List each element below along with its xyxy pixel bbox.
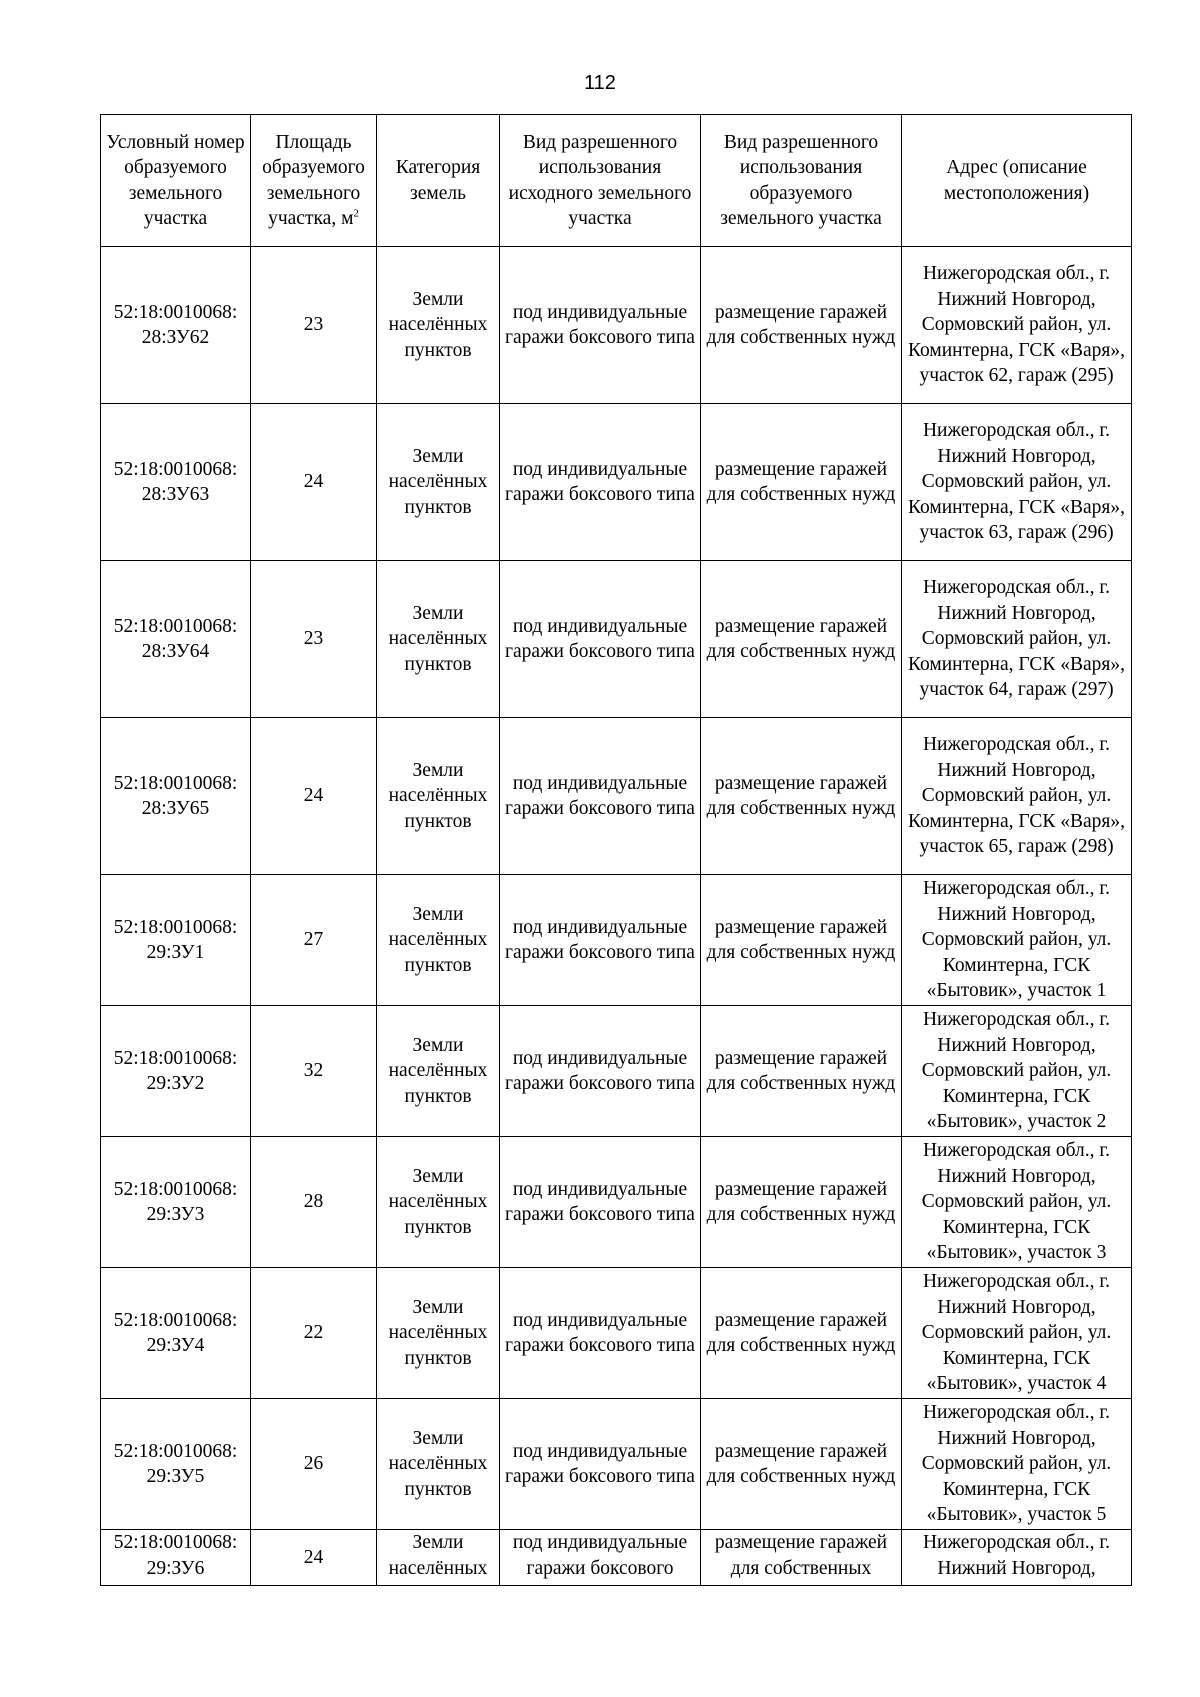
cell-plot-number: 52:18:0010068: 28:ЗУ64	[101, 561, 251, 718]
cell-use-source: под индивидуальные гаражи боксового типа	[500, 247, 701, 404]
cell-area: 24	[251, 718, 377, 875]
cell-area: 28	[251, 1137, 377, 1268]
cell-plot-number: 52:18:0010068: 29:ЗУ6	[101, 1530, 251, 1586]
cell-use-source: под индивидуальные гаражи боксового типа	[500, 561, 701, 718]
header-area	[251, 115, 377, 247]
cell-use-new: размещение гаражей для собственных нужд	[701, 247, 902, 404]
header-address: Адрес (описание местоположения)	[902, 115, 1132, 247]
cell-area: 23	[251, 247, 377, 404]
cell-category: Земли населённых пунктов	[377, 1137, 500, 1268]
cell-plot-number: 52:18:0010068: 29:ЗУ3	[101, 1137, 251, 1268]
cell-area: 23	[251, 561, 377, 718]
cell-address: Нижегородская обл., г. Нижний Новгород, Сормовский район, ул. Коминтерна, ГСК «Бытовик», участок 5	[902, 1399, 1132, 1530]
cell-area: 24	[251, 404, 377, 561]
cell-use-source: под индивидуальные гаражи боксового типа	[500, 718, 701, 875]
cell-use-new: размещение гаражей для собственных нужд	[701, 1399, 902, 1530]
table-row	[101, 1006, 1132, 1137]
cell-address: Нижегородская обл., г. Нижний Новгород, Сормовский район, ул. Коминтерна, ГСК «Бытовик», участок 4	[902, 1268, 1132, 1399]
cell-use-new: размещение гаражей для собственных нужд	[701, 1006, 902, 1137]
cell-area: 32	[251, 1006, 377, 1137]
cell-address: Нижегородская обл., г. Нижний Новгород, Сормовский район, ул. Коминтерна, ГСК «Бытовик», участок 3	[902, 1137, 1132, 1268]
cell-address: Нижегородская обл., г. Нижний Новгород,	[902, 1530, 1132, 1586]
cell-address: Нижегородская обл., г. Нижний Новгород, Сормовский район, ул. Коминтерна, ГСК «Варя», участок 62, гараж (295)	[902, 247, 1132, 404]
cell-area: 27	[251, 875, 377, 1006]
cell-plot-number: 52:18:0010068: 29:ЗУ2	[101, 1006, 251, 1137]
table-row	[101, 561, 1132, 718]
cell-area: 26	[251, 1399, 377, 1530]
table-row	[101, 404, 1132, 561]
land-plots-table	[100, 114, 1132, 1586]
cell-plot-number: 52:18:0010068: 29:ЗУ1	[101, 875, 251, 1006]
cell-address: Нижегородская обл., г. Нижний Новгород, Сормовский район, ул. Коминтерна, ГСК «Бытовик», участок 2	[902, 1006, 1132, 1137]
table-row	[101, 1399, 1132, 1530]
table-row	[101, 1530, 1132, 1586]
table-body	[101, 247, 1132, 1586]
cell-use-new: размещение гаражей для собственных нужд	[701, 718, 902, 875]
page-number: 112	[584, 72, 616, 94]
header-category: Категория земель	[377, 115, 500, 247]
cell-category: Земли населённых пунктов	[377, 1268, 500, 1399]
cell-use-new: размещение гаражей для собственных	[701, 1530, 902, 1586]
cell-use-source: под индивидуальные гаражи боксового типа	[500, 1006, 701, 1137]
cell-use-source: под индивидуальные гаражи боксового типа	[500, 404, 701, 561]
table-row	[101, 718, 1132, 875]
cell-plot-number: 52:18:0010068: 28:ЗУ62	[101, 247, 251, 404]
cell-plot-number: 52:18:0010068: 28:ЗУ65	[101, 718, 251, 875]
header-use-source: Вид разрешенного использования исходного земельного участка	[500, 115, 701, 247]
table-header	[101, 115, 1132, 247]
header-plot-number: Условный номер образуемого земельного участка	[101, 115, 251, 247]
cell-use-source: под индивидуальные гаражи боксового	[500, 1530, 701, 1586]
cell-plot-number: 52:18:0010068: 29:ЗУ4	[101, 1268, 251, 1399]
cell-use-new: размещение гаражей для собственных нужд	[701, 561, 902, 718]
cell-category: Земли населённых пунктов	[377, 718, 500, 875]
table-row	[101, 875, 1132, 1006]
cell-address: Нижегородская обл., г. Нижний Новгород, Сормовский район, ул. Коминтерна, ГСК «Варя», участок 63, гараж (296)	[902, 404, 1132, 561]
cell-use-source: под индивидуальные гаражи боксового типа	[500, 1268, 701, 1399]
cell-plot-number: 52:18:0010068: 29:ЗУ5	[101, 1399, 251, 1530]
cell-use-source: под индивидуальные гаражи боксового типа	[500, 875, 701, 1006]
header-area-text: Площадь образуемого земельного участка, м	[262, 131, 365, 229]
cell-use-source: под индивидуальные гаражи боксового типа	[500, 1399, 701, 1530]
cell-address: Нижегородская обл., г. Нижний Новгород, Сормовский район, ул. Коминтерна, ГСК «Бытовик», участок 1	[902, 875, 1132, 1006]
cell-address: Нижегородская обл., г. Нижний Новгород, Сормовский район, ул. Коминтерна, ГСК «Варя», участок 64, гараж (297)	[902, 561, 1132, 718]
header-row	[101, 115, 1132, 247]
table-row	[101, 247, 1132, 404]
cell-use-new: размещение гаражей для собственных нужд	[701, 404, 902, 561]
header-area-sup: 2	[353, 207, 359, 220]
cell-category: Земли населённых пунктов	[377, 1006, 500, 1137]
cell-category: Земли населённых	[377, 1530, 500, 1586]
header-use-new: Вид разрешенного использования образуемого земельного участка	[701, 115, 902, 247]
cell-category: Земли населённых пунктов	[377, 875, 500, 1006]
cell-use-new: размещение гаражей для собственных нужд	[701, 1268, 902, 1399]
cell-use-source: под индивидуальные гаражи боксового типа	[500, 1137, 701, 1268]
cell-category: Земли населённых пунктов	[377, 1399, 500, 1530]
cell-use-new: размещение гаражей для собственных нужд	[701, 1137, 902, 1268]
cell-area: 22	[251, 1268, 377, 1399]
cell-area: 24	[251, 1530, 377, 1586]
cell-plot-number: 52:18:0010068: 28:ЗУ63	[101, 404, 251, 561]
cell-category: Земли населённых пунктов	[377, 404, 500, 561]
cell-category: Земли населённых пунктов	[377, 561, 500, 718]
cell-use-new: размещение гаражей для собственных нужд	[701, 875, 902, 1006]
cell-address: Нижегородская обл., г. Нижний Новгород, Сормовский район, ул. Коминтерна, ГСК «Варя», участок 65, гараж (298)	[902, 718, 1132, 875]
cell-category: Земли населённых пунктов	[377, 247, 500, 404]
table-row	[101, 1268, 1132, 1399]
table-row	[101, 1137, 1132, 1268]
